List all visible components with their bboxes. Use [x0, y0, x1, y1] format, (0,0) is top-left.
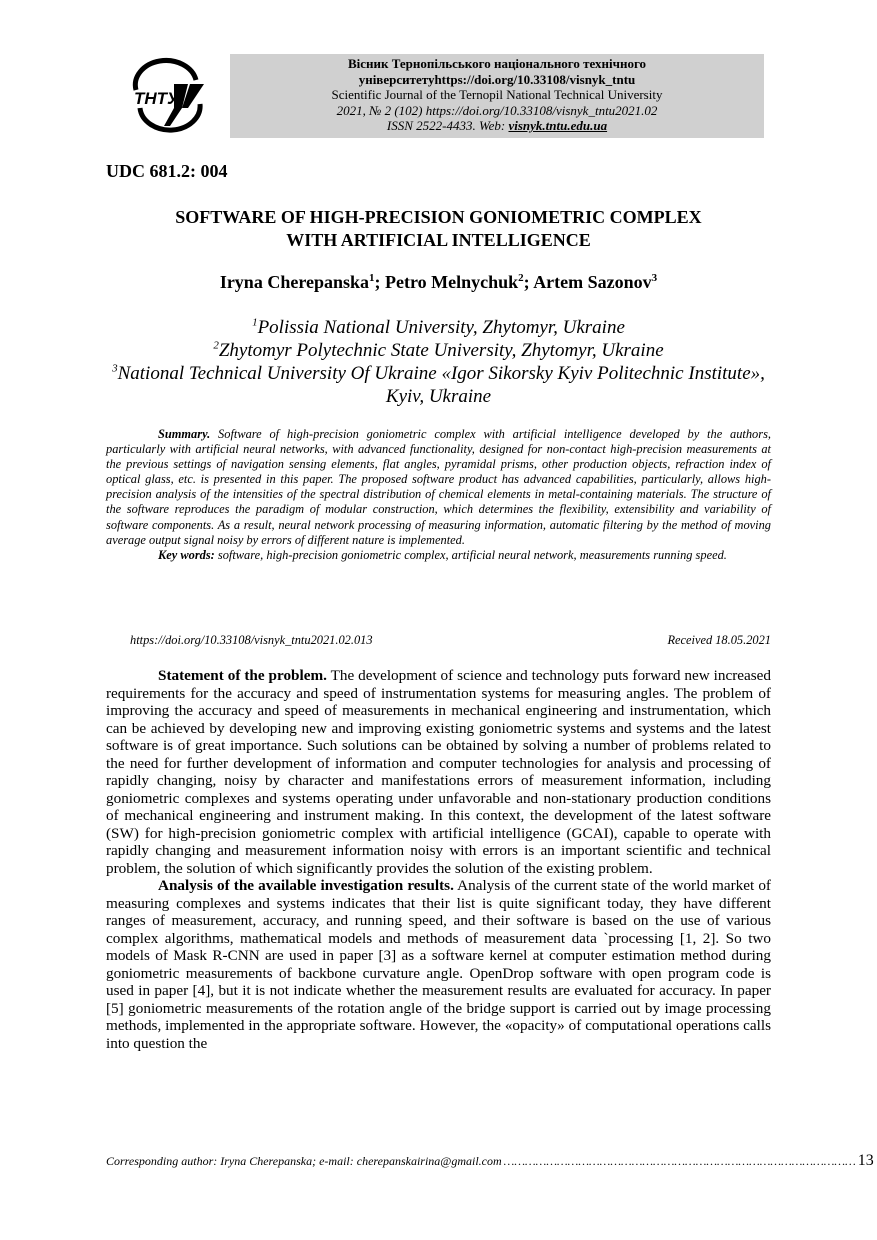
- author-affil-index: 1: [369, 272, 375, 284]
- section-paragraph: [106, 667, 771, 877]
- keywords-label: Key words:: [158, 547, 215, 562]
- page-footer: [106, 1152, 874, 1170]
- journal-name-english: Scientific Journal of the Ternopil National Technical University: [331, 87, 663, 103]
- author-affil-index: 2: [518, 272, 524, 284]
- abstract: [106, 427, 771, 563]
- keywords-text: software, high-precision goniometric complex, artificial neural network, measurements running speed.: [214, 547, 727, 562]
- page-number: 13: [857, 1152, 874, 1169]
- author-name: Petro Melnychuk: [385, 272, 519, 292]
- journal-logo: [130, 64, 208, 130]
- affiliation-3: $^3$National Technical University Of Ukraine «Igor Sikorsky Kyiv Politechnic Institute», Kyiv, Ukraine: [112, 362, 765, 407]
- summary-text: Software of high-precision goniometric complex with artificial intelligence developed by the authors, particularly with artificial neural networks, with advanced functionality, designed for non-contact high-precision measurements at the previous settings of navigation sensing elements, flat angles, pyramidal prisms, other production objects, refraction index of optical glass, etc. is presented in this paper. The proposed software product has advanced capabilities, particularly, allows high-precision analysis of the intensities of the spectral distribution of chemical elements in metal-containing materials. The structure of the software reproduces the paradigm of modular construction, which determines the flexibility, extensibility and variability of software components. As a result, neural network processing of measuring information, automatic filtering by the method of moving average output signal noisy by errors of different nature is implemented.: [106, 427, 771, 547]
- main-text: [106, 667, 771, 1052]
- section-heading: Statement of the problem.: [158, 667, 327, 684]
- title-line-1: SOFTWARE OF HIGH-PRECISION GONIOMETRIC COMPLEX: [175, 207, 702, 227]
- article-doi-link[interactable]: https://doi.org/10.33108/visnyk_tntu2021.02.013: [130, 633, 373, 647]
- journal-issue: 2021, № 2 (102) https://doi.org/10.33108/visnyk_tntu2021.02: [336, 102, 658, 118]
- author-separator: ;: [374, 272, 386, 292]
- affiliations: [106, 316, 771, 408]
- summary-paragraph: [106, 427, 771, 548]
- section-text: Analysis of the current state of the world market of measuring complexes and systems indicates that their list is quite significant today, they have different ranges of measurement, accuracy, and running speed, and their software is based on the use of various complex algorithms, mathematical models and methods of measurement data `processing [1, 2]. So two models of Mask R-CNN are used in paper [3] as a software kernel at computer estimation method during goniometric measurements of backbone curvature angle. OpenDrop software with open program code is used in paper [4], but it is not indicate whether the measurement results are evaluated for accuracy. In paper [5] goniometric measurements of the rotation angle of the bridge support is carried out by image processing methods, implemented in the appropriate software. However, the «opacity» of computational operations calls into question the: [106, 877, 771, 1052]
- corresponding-author: Corresponding author: Iryna Cherepanska; e-mail: cherepanskairina@gmail.com: [106, 1154, 502, 1168]
- author-name: Iryna Cherepanska: [219, 272, 370, 292]
- title-line-2: WITH ARTIFICIAL INTELLIGENCE: [286, 230, 591, 250]
- section-heading: Analysis of the available investigation results.: [158, 877, 454, 894]
- svg-text:ТНТУ: ТНТУ: [134, 89, 179, 108]
- keywords-paragraph: [106, 548, 771, 563]
- udc-code: UDC 681.2: 004: [106, 161, 228, 181]
- author-list: [106, 272, 771, 293]
- affiliation-1: $^1$Polissia National University, Zhytomyr, Ukraine: [252, 316, 625, 338]
- tntu-logo-icon: [130, 64, 208, 130]
- paper-title: [106, 206, 771, 252]
- doi-row: [130, 633, 771, 648]
- affiliation-2: $^2$Zhytomyr Polytechnic State University, Zhytomyr, Ukraine: [213, 339, 664, 361]
- journal-web-link[interactable]: visnyk.tntu.edu.ua: [508, 118, 608, 134]
- journal-name-ukrainian: Вісник Тернопільського національного технічного: [347, 56, 647, 71]
- section-text: The development of science and technology puts forward new increased requirements for the accuracy and speed of instrumentation systems for measuring angles. The problem of improving the accuracy and speed of measurements in mechanical engineering and instrumentation, which can be achieved by developing new and improving existing goniometric systems and systems and the latest software is of great importance. Such solutions can be obtained by solving a number of problems related to the need for further development of information and computer technologies for analysis and processing of rapidly changing, noisy by character and manifestations errors of measurement information, including goniometric complexes and systems operating under unfavorable and non-stationary production conditions of mechanical engineering and instrument making. In this context, the development of the latest software (SW) for high-precision goniometric complex with artificial intelligence (GCAI), capable to operate with rapidly changing and measurement information noisy with errors is an important scientific and technical problem, the solution of which significantly provides the solution of the existing problem.: [106, 667, 772, 877]
- section-paragraph: [106, 877, 771, 1052]
- issn-text: ISSN 2522-4433. Web:: [386, 118, 509, 134]
- footer-leader-dots: ………………………………………………………………………………………: [503, 1154, 856, 1168]
- journal-name-ukrainian-cont: університетуhttps://doi.org/10.33108/visnyk_tntu: [358, 71, 636, 87]
- author-separator: ;: [523, 272, 534, 292]
- author-name: Artem Sazonov: [533, 272, 652, 292]
- author-affil-index: 3: [651, 272, 658, 284]
- summary-label: Summary.: [158, 427, 211, 441]
- journal-header: [230, 54, 764, 138]
- journal-issn: [230, 118, 764, 134]
- received-date: Received 18.05.2021: [667, 633, 771, 647]
